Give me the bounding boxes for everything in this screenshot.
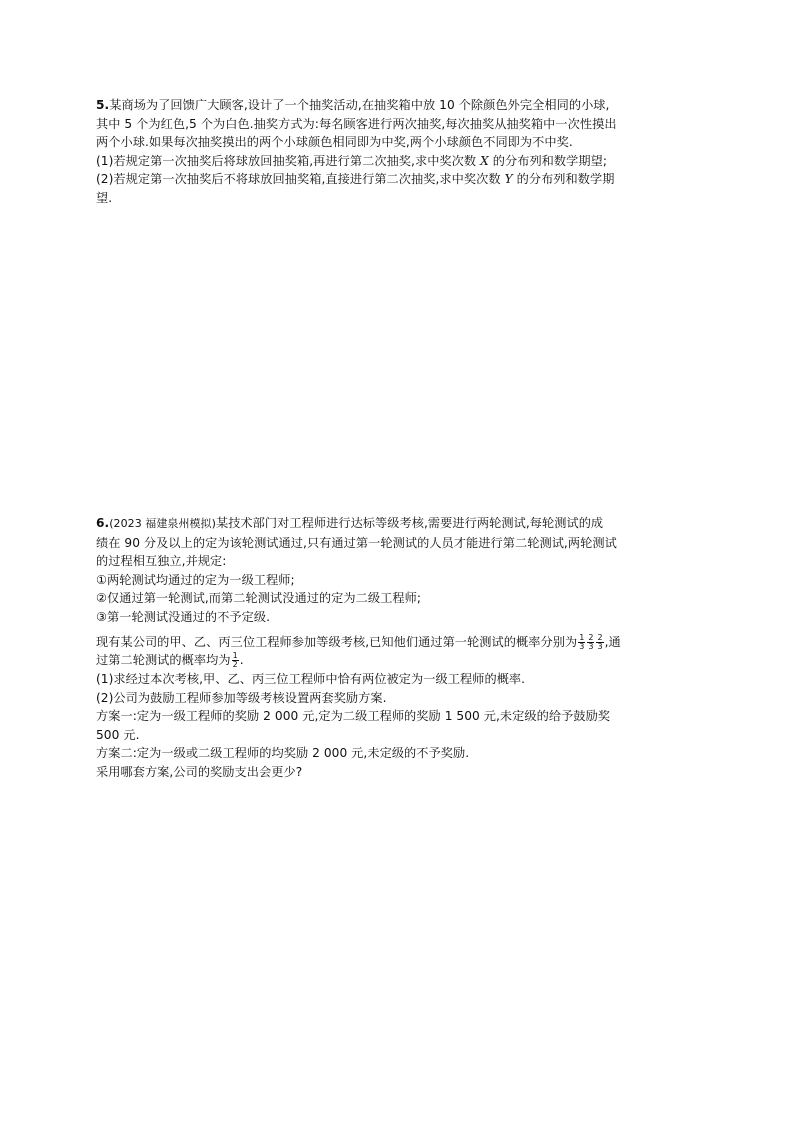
q5-number: 5. [96,98,110,112]
q5-line-2: 其中 5 个为红色,5 个为白色.抽奖方式为:每名顾客进行两次抽奖,每次抽奖从抽奖箱中一次性摸出 [96,116,617,131]
q6-plan-2: 方案二:定为一级或二级工程师的均奖励 2 000 元,未定级的不予奖励. [96,746,470,761]
q5-part-1-text: (1)若规定第一次抽奖后将球放回抽奖箱,再进行第二次抽奖,求中奖次数 [96,153,481,168]
q6-part-1: (1)求经过本次考核,甲、乙、丙三位工程师中恰有两位被定为一级工程师的概率. [96,671,526,686]
q5-part-2 [96,170,700,189]
fraction-half-denominator: 2 [232,660,238,670]
q6-rule-1: ①两轮测试均通过的定为一级工程师; [96,572,295,587]
q6-line-1 [96,514,700,534]
fraction-c-numerator: 2 [597,632,603,642]
q6-rule-2: ②仅通过第一轮测试,而第二轮测试没通过的定为二级工程师; [96,591,421,606]
q5-part-1 [96,152,700,171]
q6-second-round-text: 过第二轮测试的概率均为 [96,653,231,668]
q6-probability-tail: ,通 [604,634,621,649]
question-5 [96,96,700,208]
q5-line-3: 两个小球.如果每次抽奖摸出的两个小球颜色相同即为中奖,两个小球颜色不同即为不中奖. [96,135,573,150]
fraction-b [587,634,594,651]
q6-probability-text: 现有某公司的甲、乙、丙三位工程师参加等级考核,已知他们通过第一轮测试的概率分别为 [96,634,578,649]
q6-source: (2023 福建泉州模拟) [109,517,216,530]
q6-second-round-tail: . [239,653,244,668]
q5-text-1: 某商场为了回馈广大顾客,设计了一个抽奖活动,在抽奖箱中放 10 个除颜色外完全相同的小球, [109,98,610,112]
q6-plan-1-cont: 500 元. [96,727,140,742]
q6-rule-3: ③第一轮测试没通过的不予定级. [96,609,270,624]
q6-line-3: 的过程相互独立,并规定: [96,554,227,569]
fraction-half-numerator: 1 [232,651,238,661]
q6-line-2: 绩在 90 分及以上的定为该轮测试通过,只有通过第一轮测试的人员才能进行第二轮测试,两轮测试 [96,535,617,550]
q5-part-2-tail: 的分布列和数学期 [512,172,615,187]
q5-var-x: X [480,153,489,168]
q5-var-y: Y [504,172,513,187]
q5-part-2-cont: 望. [96,190,113,205]
fraction-c-denominator: 3 [597,641,603,651]
q6-question: 采用哪套方案,公司的奖励支出会更少? [96,764,303,779]
fraction-a [578,634,585,651]
fraction-c [596,634,603,651]
fraction-b-denominator: 3 [588,641,594,651]
question-6 [96,514,700,782]
q5-line-1 [96,96,700,115]
fraction-a-numerator: 1 [579,632,585,642]
q5-part-1-tail: 的分布列和数学期望; [488,153,608,168]
q6-text-1: 某技术部门对工程师进行达标等级考核,需要进行两轮测试,每轮测试的成 [215,516,604,530]
q6-probability-line [96,633,700,652]
fraction-b-numerator: 2 [588,632,594,642]
q6-plan-1: 方案一:定为一级工程师的奖励 2 000 元,定为二级工程师的奖励 1 500 元,未定级的给予鼓励奖 [96,709,611,724]
q6-number: 6. [96,516,110,530]
q5-part-2-text: (2)若规定第一次抽奖后不将球放回抽奖箱,直接进行第二次抽奖,求中奖次数 [96,172,505,187]
q6-part-2: (2)公司为鼓励工程师参加等级考核设置两套奖励方案. [96,690,387,705]
fraction-half [232,652,239,669]
q6-second-round-line [96,651,700,670]
q6-first-round-fractions [577,633,604,652]
fraction-a-denominator: 3 [579,641,585,651]
